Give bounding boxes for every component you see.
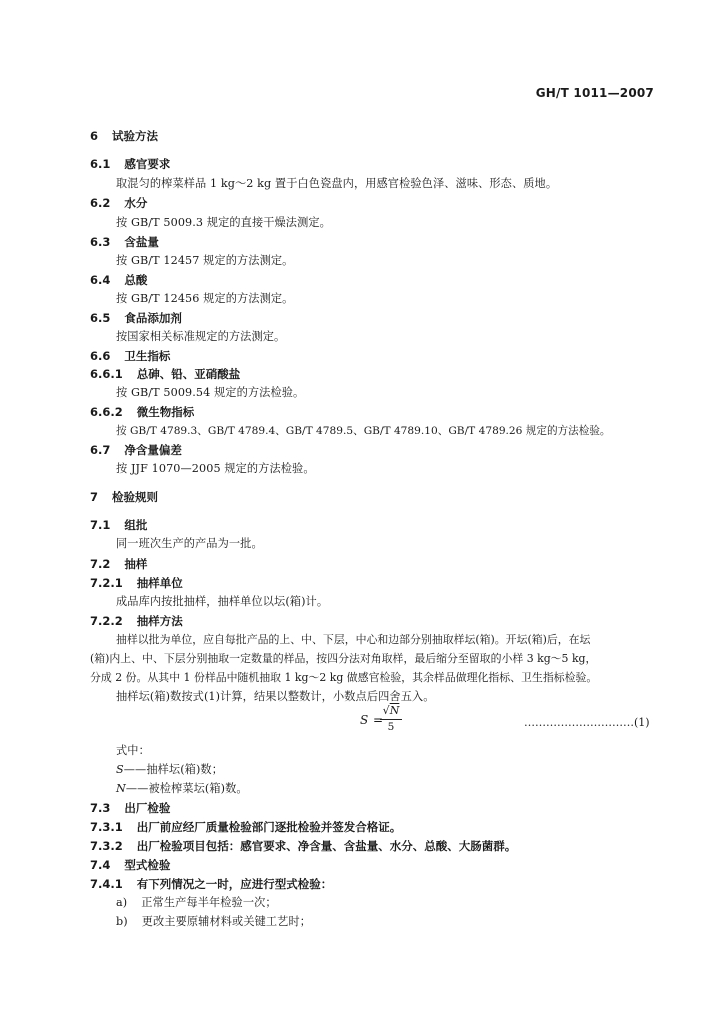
subsection-title: 出厂检验项目包括：感官要求、净含量、含盐量、水分、总酸、大肠菌群。 <box>136 839 517 853</box>
subsection-heading-6-6 <box>90 348 170 364</box>
definition-symbol: S <box>116 763 124 776</box>
list-item <box>116 914 311 930</box>
subsection-title: 抽样 <box>124 557 148 571</box>
list-text: 更改主要原辅材料或关键工艺时； <box>141 915 312 928</box>
subsection-number: 6.6.2 <box>90 405 123 419</box>
list-marker: a) <box>116 896 128 909</box>
subsection-heading-6-4 <box>90 272 147 288</box>
subsection-heading-7-3 <box>90 800 170 816</box>
list-text: 正常生产每半年检验一次； <box>141 896 277 909</box>
paragraph-7-1: 同一班次生产的产品为一批。 <box>116 537 263 550</box>
subsection-title: 型式检验 <box>124 858 171 872</box>
subsection-heading-7-4 <box>90 857 170 873</box>
list-item <box>116 895 277 911</box>
section-number: 6 <box>90 129 99 143</box>
formula-lhs: S <box>360 713 369 727</box>
subsection-number: 6.3 <box>90 235 111 249</box>
paragraph-7-2-1: 成品库内按批抽样，抽样单位以坛(箱)计。 <box>116 595 329 608</box>
section-heading-6 <box>90 128 158 144</box>
subsection-number: 7.2 <box>90 557 111 571</box>
subsection-heading-6-1 <box>90 156 170 172</box>
subsection-heading-6-3 <box>90 234 159 250</box>
paragraph-7-2-2-line1: 抽样以批为单位，应自每批产品的上、中、下层，中心和边部分别抽取样坛(箱)。开坛(箱)后，在坛 <box>116 633 591 646</box>
subsection-number: 7.3.2 <box>90 839 123 853</box>
paragraph-6-6-1: 按 GB/T 5009.54 规定的方法检验。 <box>116 386 305 399</box>
paragraph-7-2-2-line4: 抽样坛(箱)数按式(1)计算，结果以整数计，小数点后四舍五入。 <box>116 690 435 703</box>
section-heading-7 <box>90 489 158 505</box>
subsection-heading-7-1 <box>90 517 147 533</box>
definition-symbol: N <box>116 782 126 795</box>
subsection-heading-7-2 <box>90 556 147 572</box>
subsection-number: 7.2.1 <box>90 576 123 590</box>
formula-number <box>524 716 650 729</box>
paragraph-7-2-2-line3: 分成 2 份。从其中 1 份样品中随机抽取 1 kg～2 kg 做感官检验，其余样品做理化指标、卫生指标检验。 <box>90 671 598 684</box>
formula-radicand: N <box>389 704 400 717</box>
subsection-number: 6.6.1 <box>90 367 123 381</box>
fraction-bar <box>380 719 402 720</box>
subsection-title: 抽样方法 <box>136 614 183 628</box>
section-number: 7 <box>90 490 99 504</box>
subsection-heading-7-2-1 <box>90 575 183 591</box>
subsection-heading-7-3-2 <box>90 838 516 854</box>
paragraph-7-2-2-line2: (箱)内上、中、下层分别抽取一定数量的样品，按四分法对角取样，最后缩分至留取的小样 3 kg～5 kg， <box>90 652 597 665</box>
subsection-title: 总砷、铅、亚硝酸盐 <box>136 367 241 381</box>
paragraph-6-5: 按国家相关标准规定的方法测定。 <box>116 330 286 343</box>
paragraph-6-1: 取混匀的榨菜样品 1 kg～2 kg 置于白色瓷盘内，用感官检验色泽、滋味、形态、质地。 <box>116 177 558 190</box>
formula-fraction <box>380 704 402 734</box>
subsection-number: 7.4 <box>90 858 111 872</box>
subsection-number: 6.7 <box>90 443 111 457</box>
subsection-title: 抽样单位 <box>136 576 183 590</box>
list-marker: b) <box>116 915 128 928</box>
subsection-title: 食品添加剂 <box>124 311 182 325</box>
subsection-number: 6.1 <box>90 157 111 171</box>
radical-sign: √ <box>382 704 390 717</box>
subsection-title: 水分 <box>124 196 148 210</box>
subsection-title: 出厂检验 <box>124 801 171 815</box>
subsection-heading-6-6-1 <box>90 366 240 382</box>
subsection-title: 出厂前应经厂质量检验部门逐批检验并签发合格证。 <box>136 820 402 834</box>
subsection-heading-7-2-2 <box>90 613 183 629</box>
definition-text: ——抽样坛(箱)数； <box>123 763 223 776</box>
formula-equals: = <box>373 713 384 727</box>
paragraph-6-4: 按 GB/T 12456 规定的方法测定。 <box>116 292 294 305</box>
definition-n <box>116 781 248 797</box>
subsection-heading-6-5 <box>90 310 182 326</box>
paragraph-6-7: 按 JJF 1070—2005 规定的方法检验。 <box>116 462 315 475</box>
subsection-title: 净含量偏差 <box>124 443 182 457</box>
subsection-title: 微生物指标 <box>136 405 195 419</box>
dot-leader: ………………………… <box>524 716 634 729</box>
subsection-number: 6.4 <box>90 273 111 287</box>
paragraph-6-6-2: 按 GB/T 4789.3、GB/T 4789.4、GB/T 4789.5、GB/T 4789.10、GB/T 4789.26 规定的方法检验。 <box>116 425 611 437</box>
subsection-number: 6.2 <box>90 196 111 210</box>
formula-denominator: 5 <box>387 721 395 733</box>
subsection-title: 有下列情况之一时，应进行型式检验： <box>136 877 333 891</box>
paragraph-6-3: 按 GB/T 12457 规定的方法测定。 <box>116 254 294 267</box>
equation-number: (1) <box>634 716 650 729</box>
subsection-title: 总酸 <box>124 273 148 287</box>
subsection-heading-7-4-1 <box>90 876 332 892</box>
subsection-number: 6.6 <box>90 349 111 363</box>
section-title: 试验方法 <box>112 129 159 143</box>
definition-s <box>116 762 223 778</box>
subsection-heading-6-2 <box>90 195 147 211</box>
subsection-title: 卫生指标 <box>124 349 171 363</box>
subsection-title: 含盐量 <box>124 235 159 249</box>
subsection-number: 7.3.1 <box>90 820 123 834</box>
formula-numerator <box>380 704 402 718</box>
where-label: 式中： <box>116 744 150 757</box>
subsection-number: 7.1 <box>90 518 111 532</box>
definition-text: ——被检榨菜坛(箱)数。 <box>125 782 248 795</box>
subsection-number: 6.5 <box>90 311 111 325</box>
subsection-number: 7.4.1 <box>90 877 123 891</box>
subsection-number: 7.3 <box>90 801 111 815</box>
subsection-number: 7.2.2 <box>90 614 123 628</box>
subsection-title: 组批 <box>124 518 148 532</box>
subsection-heading-6-7 <box>90 442 182 458</box>
subsection-heading-7-3-1 <box>90 819 401 835</box>
standard-code: GH/T 1011—2007 <box>535 86 654 100</box>
section-title: 检验规则 <box>112 490 159 504</box>
subsection-heading-6-6-2 <box>90 404 194 420</box>
paragraph-6-2: 按 GB/T 5009.3 规定的直接干燥法测定。 <box>116 216 331 229</box>
subsection-title: 感官要求 <box>124 157 171 171</box>
